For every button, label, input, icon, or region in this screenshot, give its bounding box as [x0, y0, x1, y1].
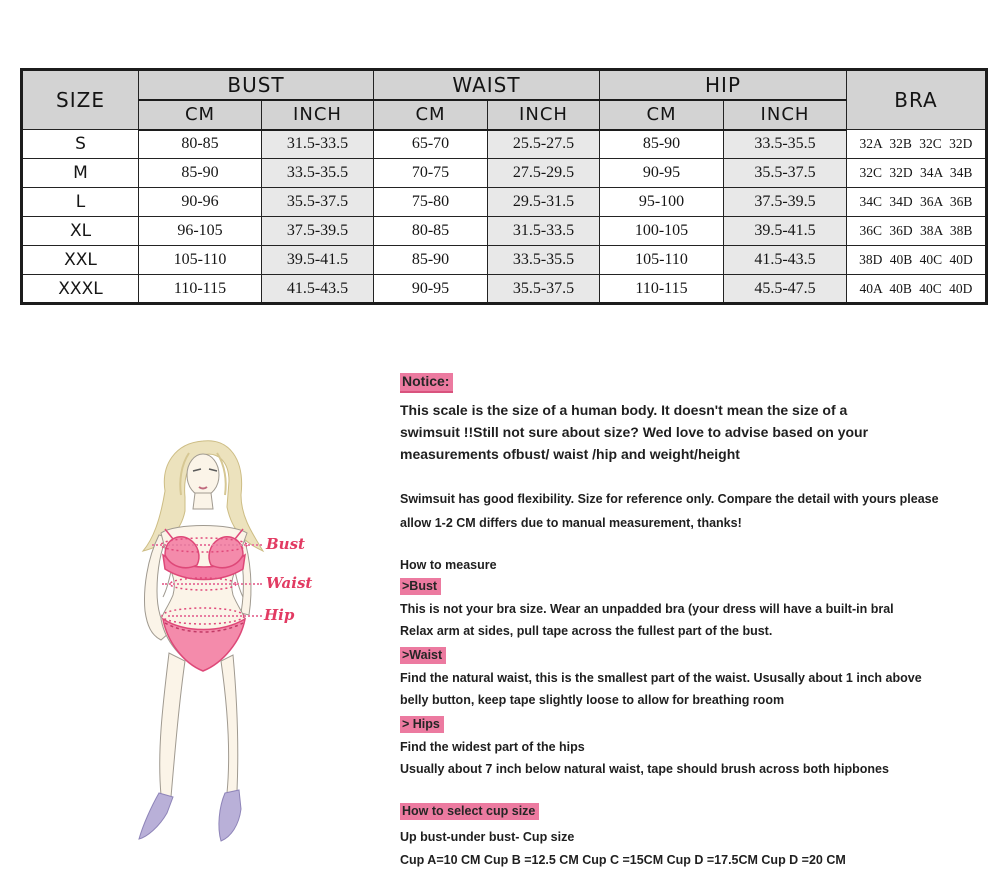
- cell-hip-cm: 95-100: [600, 188, 724, 217]
- bust-section-heading: [400, 577, 988, 595]
- header-hip-cm: CM: [600, 100, 724, 130]
- header-waist: WAIST: [374, 70, 600, 100]
- cell-hip-cm: 110-115: [600, 275, 724, 304]
- cup-size-heading: [400, 802, 988, 820]
- cell-bust-cm: 85-90: [139, 159, 262, 188]
- header-bra: BRA: [847, 70, 987, 130]
- waist-measure-line: [162, 583, 262, 585]
- hips-text-line: Find the widest part of the hips: [400, 740, 585, 754]
- table-row: [22, 275, 987, 304]
- header-bust-cm: CM: [139, 100, 262, 130]
- size-chart-table: [20, 68, 988, 305]
- cell-hip-inch: 33.5-35.5: [724, 130, 847, 159]
- notice-heading: [400, 373, 988, 393]
- table-row: [22, 188, 987, 217]
- cell-bra: 32A 32B 32C 32D: [847, 130, 987, 159]
- cell-hip-cm: 105-110: [600, 246, 724, 275]
- figure-shoe-left: [139, 793, 173, 839]
- cell-waist-cm: 65-70: [374, 130, 488, 159]
- notice-line: swimsuit !!Still not sure about size? Wed love to advise based on your: [400, 424, 869, 440]
- cell-bust-inch: 41.5-43.5: [262, 275, 374, 304]
- bust-text-line: This is not your bra size. Wear an unpadded bra (your dress will have a built-in bral: [400, 602, 894, 616]
- hips-text-line: Usually about 7 inch below natural waist, tape should brush across both hipbones: [400, 761, 889, 776]
- cell-size: XXL: [22, 246, 139, 275]
- cell-bust-inch: 37.5-39.5: [262, 217, 374, 246]
- cell-bust-inch: 33.5-35.5: [262, 159, 374, 188]
- cell-waist-inch: 25.5-27.5: [488, 130, 600, 159]
- figure-shoe-right: [219, 790, 241, 841]
- cell-bra: 34C 34D 36A 36B: [847, 188, 987, 217]
- hips-section-body: [400, 737, 988, 780]
- waist-section-heading: [400, 646, 988, 664]
- flexibility-line: allow 1-2 CM differs due to manual measurement, thanks!: [400, 516, 742, 530]
- notice-line: measurements ofbust/ waist /hip and weight/height: [400, 446, 740, 462]
- header-hip-inch: INCH: [724, 100, 847, 130]
- figure-leg-right: [221, 655, 238, 793]
- bust-text-line: Relax arm at sides, pull tape across the fullest part of the bust.: [400, 623, 773, 638]
- notes-column: [400, 373, 988, 871]
- cell-waist-inch: 29.5-31.5: [488, 188, 600, 217]
- cell-hip-inch: 35.5-37.5: [724, 159, 847, 188]
- cell-size: XXXL: [22, 275, 139, 304]
- cell-bust-cm: 110-115: [139, 275, 262, 304]
- notice-title: Notice:: [400, 373, 453, 393]
- figure-neck: [193, 493, 213, 509]
- bust-label: Bust: [266, 535, 305, 553]
- hips-section-heading: [400, 715, 988, 733]
- cell-waist-cm: 70-75: [374, 159, 488, 188]
- cell-bust-inch: 31.5-33.5: [262, 130, 374, 159]
- cell-bra: 32C 32D 34A 34B: [847, 159, 987, 188]
- cell-hip-inch: 39.5-41.5: [724, 217, 847, 246]
- cell-bust-inch: 39.5-41.5: [262, 246, 374, 275]
- waist-section-label: >Waist: [400, 647, 446, 664]
- how-to-measure-title: How to measure: [400, 558, 497, 572]
- cell-hip-inch: 41.5-43.5: [724, 246, 847, 275]
- bust-section-body: [400, 599, 988, 642]
- flexibility-note: [400, 487, 988, 535]
- header-bust: BUST: [139, 70, 374, 100]
- cell-bra: 38D 40B 40C 40D: [847, 246, 987, 275]
- header-waist-cm: CM: [374, 100, 488, 130]
- cell-waist-inch: 35.5-37.5: [488, 275, 600, 304]
- header-size: SIZE: [22, 70, 139, 130]
- cell-size: L: [22, 188, 139, 217]
- cell-bust-cm: 105-110: [139, 246, 262, 275]
- cell-size: S: [22, 130, 139, 159]
- table-row: [22, 159, 987, 188]
- cell-bra: 36C 36D 38A 38B: [847, 217, 987, 246]
- notice-line: This scale is the size of a human body. It doesn't mean the size of a: [400, 402, 848, 418]
- cell-waist-inch: 31.5-33.5: [488, 217, 600, 246]
- cell-hip-cm: 90-95: [600, 159, 724, 188]
- table-row: [22, 246, 987, 275]
- figure-leg-left: [160, 653, 185, 797]
- cell-bust-inch: 35.5-37.5: [262, 188, 374, 217]
- cup-text-line: Cup A=10 CM Cup B =12.5 CM Cup C =15CM Cup D =17.5CM Cup D =20 CM: [400, 852, 846, 867]
- size-table-header: [22, 70, 987, 130]
- cup-size-body: [400, 826, 988, 871]
- cell-hip-cm: 100-105: [600, 217, 724, 246]
- cell-waist-cm: 75-80: [374, 188, 488, 217]
- notice-paragraph: [400, 399, 988, 465]
- cell-waist-cm: 85-90: [374, 246, 488, 275]
- header-waist-inch: INCH: [488, 100, 600, 130]
- hip-label: Hip: [264, 606, 295, 624]
- waist-text-line: belly button, keep tape slightly loose to allow for breathing room: [400, 692, 785, 707]
- waist-text-line: Find the natural waist, this is the smallest part of the waist. Ususally about 1 inch above: [400, 671, 922, 685]
- cell-bust-cm: 90-96: [139, 188, 262, 217]
- figure-illustration: [105, 437, 405, 882]
- cell-waist-inch: 27.5-29.5: [488, 159, 600, 188]
- cell-size: M: [22, 159, 139, 188]
- bust-section-label: >Bust: [400, 578, 441, 595]
- cup-size-title: How to select cup size: [400, 803, 539, 820]
- size-table-body: [22, 130, 987, 304]
- figure-face: [187, 454, 219, 496]
- cell-waist-cm: 90-95: [374, 275, 488, 304]
- cell-bust-cm: 96-105: [139, 217, 262, 246]
- cell-size: XL: [22, 217, 139, 246]
- table-row: [22, 130, 987, 159]
- header-hip: HIP: [600, 70, 847, 100]
- cell-waist-cm: 80-85: [374, 217, 488, 246]
- waist-label: Waist: [266, 574, 313, 592]
- cell-hip-inch: 45.5-47.5: [724, 275, 847, 304]
- cell-hip-inch: 37.5-39.5: [724, 188, 847, 217]
- cell-bra: 40A 40B 40C 40D: [847, 275, 987, 304]
- bust-measure-line: [152, 544, 262, 546]
- waist-section-body: [400, 668, 988, 711]
- hip-measure-line: [168, 615, 262, 617]
- cell-hip-cm: 85-90: [600, 130, 724, 159]
- cup-text-line: Up bust-under bust- Cup size: [400, 830, 575, 844]
- cell-bust-cm: 80-85: [139, 130, 262, 159]
- header-bust-inch: INCH: [262, 100, 374, 130]
- table-row: [22, 217, 987, 246]
- cell-waist-inch: 33.5-35.5: [488, 246, 600, 275]
- hips-section-label: > Hips: [400, 716, 444, 733]
- flexibility-line: Swimsuit has good flexibility. Size for reference only. Compare the detail with yours please: [400, 492, 939, 506]
